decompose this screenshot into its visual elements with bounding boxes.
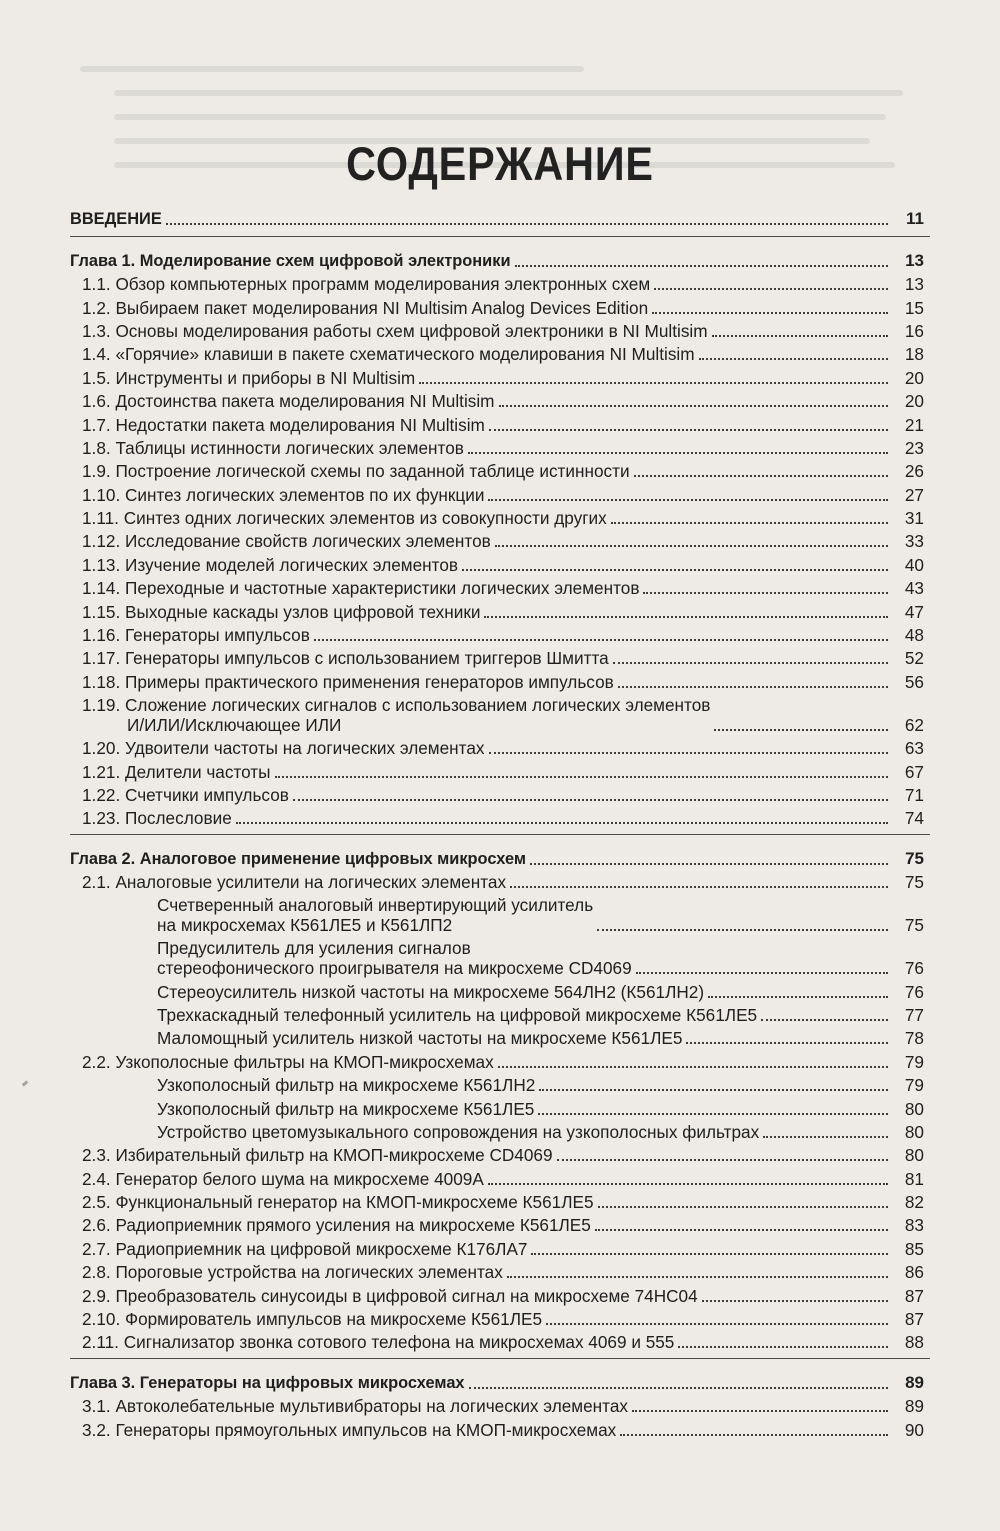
- dot-leader: [598, 1206, 888, 1208]
- toc-entry[interactable]: [70, 598, 930, 621]
- toc-entry[interactable]: [70, 805, 930, 828]
- toc-entry[interactable]: [70, 1212, 930, 1235]
- toc-entry[interactable]: [70, 1025, 930, 1048]
- toc-entry-page: 79: [904, 1075, 924, 1096]
- toc-chapter-3-page: 89: [905, 1372, 924, 1392]
- toc-entry[interactable]: [70, 411, 930, 434]
- toc-entry-page: 13: [904, 274, 924, 295]
- dot-leader: [714, 729, 888, 731]
- toc-entry[interactable]: [70, 1306, 930, 1329]
- toc-entry-label: Узкополосный фильтр на микросхеме К561ЛЕ5: [157, 1098, 535, 1119]
- dot-leader: [236, 822, 888, 824]
- toc-entry-page: 77: [904, 1004, 924, 1025]
- toc-entry-label: 1.13. Изучение моделей логических элементов: [82, 554, 459, 575]
- toc-entry-label: 2.2. Узкополосные фильтры на КМОП-микросхемах: [82, 1051, 494, 1072]
- toc-entry-page: 62: [904, 714, 924, 735]
- toc-entry-label: Маломощный усилитель низкой частоты на микросхеме К561ЛЕ5: [157, 1028, 683, 1049]
- dot-leader: [166, 223, 888, 225]
- toc-chapter-1-page: 13: [905, 250, 924, 270]
- dot-leader: [546, 1323, 888, 1325]
- dot-leader: [468, 452, 888, 454]
- toc-entry[interactable]: [70, 271, 930, 294]
- toc-entry-page: 63: [904, 738, 924, 759]
- toc-entry-label: 1.18. Примеры практического применения генераторов импульсов: [82, 671, 614, 692]
- toc-entry-page: 80: [904, 1098, 924, 1119]
- toc-entry-page: 87: [904, 1285, 924, 1306]
- dot-leader: [515, 265, 888, 267]
- toc-entry-page: 18: [904, 344, 924, 365]
- toc-entry-page: 21: [904, 414, 924, 435]
- dot-leader: [595, 1229, 888, 1231]
- toc-entry-label: 1.2. Выбираем пакет моделирования NI Multisim Analog Devices Edition: [82, 297, 649, 318]
- toc-entry-label: 2.5. Функциональный генератор на КМОП-микросхеме К561ЛЕ5: [82, 1192, 594, 1213]
- toc-entry-label: 1.1. Обзор компьютерных программ моделирования электронных схем: [82, 274, 651, 295]
- toc-entry-page: 16: [904, 320, 924, 341]
- dot-leader: [634, 475, 888, 477]
- toc-entry[interactable]: [70, 294, 930, 317]
- toc-entry-label: 1.17. Генераторы импульсов с использованием триггеров Шмитта: [82, 648, 609, 669]
- toc-entry-label: 1.3. Основы моделирования работы схем цифровой электроники в NI Multisim: [82, 320, 708, 341]
- section-divider: [70, 834, 930, 835]
- table-of-contents: [70, 204, 930, 1440]
- dot-leader: [643, 592, 888, 594]
- toc-entry[interactable]: [70, 935, 930, 978]
- dot-leader: [652, 312, 888, 314]
- toc-entry-page: 48: [904, 625, 924, 646]
- toc-entry[interactable]: [70, 1416, 930, 1439]
- toc-entry-label: 2.8. Пороговые устройства на логических элементах: [82, 1262, 503, 1283]
- toc-entry[interactable]: [70, 782, 930, 805]
- toc-chapter-3-label: Глава 3. Генераторы на цифровых микросхемах: [70, 1373, 465, 1392]
- toc-entry-label: 1.16. Генераторы импульсов: [82, 625, 310, 646]
- toc-entry-page: 31: [904, 508, 924, 529]
- toc-intro-label: ВВЕДЕНИЕ: [70, 210, 162, 229]
- dot-leader: [678, 1346, 888, 1348]
- toc-entry-page: 80: [904, 1121, 924, 1142]
- toc-intro-page: 11: [906, 209, 924, 229]
- section-divider: [70, 236, 930, 237]
- toc-entry-label: 2.3. Избирательный фильтр на КМОП-микросхеме CD4069: [82, 1145, 553, 1166]
- toc-entry-page: 78: [904, 1028, 924, 1049]
- toc-entry[interactable]: [70, 869, 930, 892]
- dot-leader: [462, 569, 888, 571]
- toc-entry-label: 1.23. Послесловие: [82, 808, 232, 829]
- toc-entry-label: 1.10. Синтез логических элементов по их функции: [82, 484, 485, 505]
- toc-entry-label: Стереоусилитель низкой частоты на микросхеме 564ЛН2 (К561ЛН2): [157, 981, 705, 1002]
- toc-entry-page: 75: [904, 872, 924, 893]
- toc-entry[interactable]: [70, 364, 930, 387]
- dot-leader: [489, 752, 889, 754]
- toc-entry-page: 52: [904, 648, 924, 669]
- toc-entry[interactable]: [70, 1282, 930, 1305]
- toc-entry[interactable]: [70, 458, 930, 481]
- toc-entry[interactable]: [70, 341, 930, 364]
- toc-entry-label: 1.4. «Горячие» клавиши в пакете схематического моделирования NI Multisim: [82, 344, 695, 365]
- dot-leader: [557, 1159, 888, 1161]
- toc-entry-page: 85: [904, 1238, 924, 1259]
- dot-leader: [314, 639, 888, 641]
- dot-leader: [613, 662, 888, 664]
- toc-entry-page: 89: [904, 1396, 924, 1417]
- section-divider: [70, 1358, 930, 1359]
- toc-entry[interactable]: [70, 1189, 930, 1212]
- dot-leader: [419, 382, 888, 384]
- toc-entry-page: 56: [904, 671, 924, 692]
- toc-entry[interactable]: [70, 528, 930, 551]
- toc-entry[interactable]: [70, 1393, 930, 1416]
- toc-entry-label: Узкополосный фильтр на микросхеме К561ЛН2: [157, 1075, 536, 1096]
- toc-entry-label: 1.12. Исследование свойств логических элементов: [82, 531, 491, 552]
- toc-entry-label: 1.22. Счетчики импульсов: [82, 784, 289, 805]
- dot-leader: [699, 358, 888, 360]
- toc-entry-label: 2.6. Радиоприемник прямого усиления на микросхеме К561ЛЕ5: [82, 1215, 591, 1236]
- dot-leader: [712, 335, 888, 337]
- toc-entry-label: Предусилитель для усиления сигналов: [157, 938, 471, 959]
- dot-leader: [597, 929, 888, 931]
- toc-entry[interactable]: [70, 1002, 930, 1025]
- toc-entry-label: Счетверенный аналоговый инвертирующий усилитель: [157, 895, 594, 916]
- dot-leader: [538, 1113, 888, 1115]
- toc-entry[interactable]: [70, 388, 930, 411]
- dot-leader: [488, 1183, 888, 1185]
- toc-entry[interactable]: [70, 892, 930, 935]
- toc-entry[interactable]: [70, 575, 930, 598]
- toc-entry-page: 83: [904, 1215, 924, 1236]
- toc-entry-page: 43: [904, 578, 924, 599]
- toc-entry-label: 1.5. Инструменты и приборы в NI Multisim: [82, 367, 416, 388]
- toc-entry[interactable]: [70, 1329, 930, 1352]
- toc-entry-label: 1.20. Удвоители частоты на логических элементах: [82, 738, 485, 759]
- dot-leader: [620, 1434, 888, 1436]
- dot-leader: [495, 545, 888, 547]
- toc-chapter-2-label: Глава 2. Аналоговое применение цифровых микросхем: [70, 849, 526, 868]
- toc-entry-page: 47: [904, 601, 924, 622]
- toc-entry-page: 74: [904, 808, 924, 829]
- toc-entry-label: 2.9. Преобразователь синусоиды в цифровой сигнал на микросхеме 74НС04: [82, 1285, 698, 1306]
- toc-entry[interactable]: [70, 978, 930, 1001]
- toc-entry-page: 88: [904, 1332, 924, 1353]
- toc-entry-label: 2.10. Формирователь импульсов на микросхеме К561ЛЕ5: [82, 1309, 543, 1330]
- dot-leader: [510, 886, 888, 888]
- toc-entry-page: 86: [904, 1262, 924, 1283]
- dot-leader: [484, 616, 888, 618]
- toc-entry-label: 2.7. Радиоприемник на цифровой микросхеме К176ЛА7: [82, 1238, 528, 1259]
- toc-entry-label: 1.8. Таблицы истинности логических элементов: [82, 437, 464, 458]
- toc-entry-label: Трехкаскадный телефонный усилитель на цифровой микросхеме К561ЛЕ5: [157, 1004, 758, 1025]
- toc-entry[interactable]: [70, 1095, 930, 1118]
- toc-entry-label: 1.14. Переходные и частотные характеристики логических элементов: [82, 578, 640, 599]
- toc-entry-page: 33: [904, 531, 924, 552]
- toc-entry-label-continued: И/ИЛИ/Исключающее ИЛИ: [127, 714, 342, 735]
- toc-entry-page: 23: [904, 437, 924, 458]
- toc-entry[interactable]: [70, 1072, 930, 1095]
- dot-leader: [499, 405, 889, 407]
- dot-leader: [611, 522, 888, 524]
- toc-entry-label: 2.11. Сигнализатор звонка сотового телефона на микросхемах 4069 и 555: [82, 1332, 675, 1353]
- dot-leader: [702, 1300, 888, 1302]
- toc-entry-label: 2.4. Генератор белого шума на микросхеме 4009А: [82, 1168, 484, 1189]
- toc-entry-label: 1.21. Делители частоты: [82, 761, 271, 782]
- dot-leader: [686, 1042, 888, 1044]
- dot-leader: [531, 1253, 888, 1255]
- toc-entry-page: 80: [904, 1145, 924, 1166]
- toc-entry[interactable]: [70, 505, 930, 528]
- toc-chapter-2-page: 75: [905, 848, 924, 868]
- toc-chapter-1[interactable]: [70, 247, 930, 270]
- toc-entry[interactable]: [70, 758, 930, 781]
- toc-entry-page: 76: [904, 958, 924, 979]
- toc-entry-page: 15: [904, 297, 924, 318]
- toc-intro[interactable]: [70, 206, 930, 229]
- dot-leader: [539, 1089, 888, 1091]
- toc-entry-page: 79: [904, 1051, 924, 1072]
- toc-entry[interactable]: [70, 735, 930, 758]
- toc-entry-label: 3.1. Автоколебательные мультивибраторы на логических элементах: [82, 1396, 628, 1417]
- page-title: СОДЕРЖАНИЕ: [346, 137, 654, 190]
- dot-leader: [761, 1019, 888, 1021]
- dot-leader: [632, 1410, 888, 1412]
- dot-leader: [654, 288, 888, 290]
- toc-entry-label: 1.11. Синтез одних логических элементов из совокупности других: [82, 508, 607, 529]
- toc-entry-page: 20: [904, 391, 924, 412]
- toc-entry[interactable]: [70, 1235, 930, 1258]
- dot-leader: [488, 499, 888, 501]
- toc-chapter-1-label: Глава 1. Моделирование схем цифровой электроники: [70, 251, 511, 270]
- toc-entry[interactable]: [70, 1165, 930, 1188]
- toc-entry-page: 90: [904, 1419, 924, 1440]
- stray-mark: [22, 1080, 29, 1086]
- toc-entry-label: 3.2. Генераторы прямоугольных импульсов на КМОП-микросхемах: [82, 1419, 617, 1440]
- toc-entry-label: 1.9. Построение логической схемы по заданной таблице истинности: [82, 461, 630, 482]
- dot-leader: [618, 686, 888, 688]
- toc-entry-page: 87: [904, 1309, 924, 1330]
- toc-entry[interactable]: [70, 692, 930, 735]
- toc-entry-page: 27: [904, 484, 924, 505]
- toc-entry-label-continued: на микросхемах К561ЛЕ5 и К561ЛП2: [157, 915, 453, 936]
- toc-entry[interactable]: [70, 481, 930, 504]
- toc-entry[interactable]: [70, 1048, 930, 1071]
- toc-entry-page: 71: [904, 784, 924, 805]
- toc-entry[interactable]: [70, 645, 930, 668]
- toc-entry[interactable]: [70, 318, 930, 341]
- toc-entry-page: 67: [904, 761, 924, 782]
- toc-entry-label: 1.6. Достоинства пакета моделирования NI Multisim: [82, 391, 495, 412]
- toc-entry-page: 20: [904, 367, 924, 388]
- toc-chapter-3[interactable]: [70, 1369, 930, 1392]
- toc-entry[interactable]: [70, 435, 930, 458]
- dot-leader: [530, 863, 888, 865]
- dot-leader: [293, 799, 888, 801]
- toc-entry-page: 82: [904, 1192, 924, 1213]
- dot-leader: [469, 1387, 888, 1389]
- toc-entry-label: 2.1. Аналоговые усилители на логических элементах: [82, 872, 507, 893]
- toc-entry[interactable]: [70, 1142, 930, 1165]
- toc-entry[interactable]: [70, 551, 930, 574]
- dot-leader: [275, 776, 888, 778]
- toc-entry-page: 26: [904, 461, 924, 482]
- toc-entry-label: 1.15. Выходные каскады узлов цифровой техники: [82, 601, 481, 622]
- dot-leader: [498, 1066, 888, 1068]
- toc-chapter-2[interactable]: [70, 845, 930, 868]
- toc-entry[interactable]: [70, 1119, 930, 1142]
- toc-entry-label: 1.7. Недостатки пакета моделирования NI Multisim: [82, 414, 485, 435]
- dot-leader: [763, 1136, 888, 1138]
- dot-leader: [708, 996, 888, 998]
- toc-entry[interactable]: [70, 668, 930, 691]
- toc-entry-label: Устройство цветомузыкального сопровождения на узкополосных фильтрах: [157, 1121, 760, 1142]
- toc-entry[interactable]: [70, 1259, 930, 1282]
- toc-entry-label-continued: стереофонического проигрывателя на микросхеме CD4069: [157, 958, 632, 979]
- toc-entry-page: 75: [904, 915, 924, 936]
- dot-leader: [507, 1276, 888, 1278]
- dot-leader: [489, 429, 888, 431]
- toc-entry-label: 1.19. Сложение логических сигналов с использованием логических элементов: [82, 694, 711, 715]
- toc-entry-page: 76: [904, 981, 924, 1002]
- toc-entry-page: 40: [904, 554, 924, 575]
- toc-entry[interactable]: [70, 622, 930, 645]
- toc-entry-page: 81: [904, 1168, 924, 1189]
- dot-leader: [636, 972, 888, 974]
